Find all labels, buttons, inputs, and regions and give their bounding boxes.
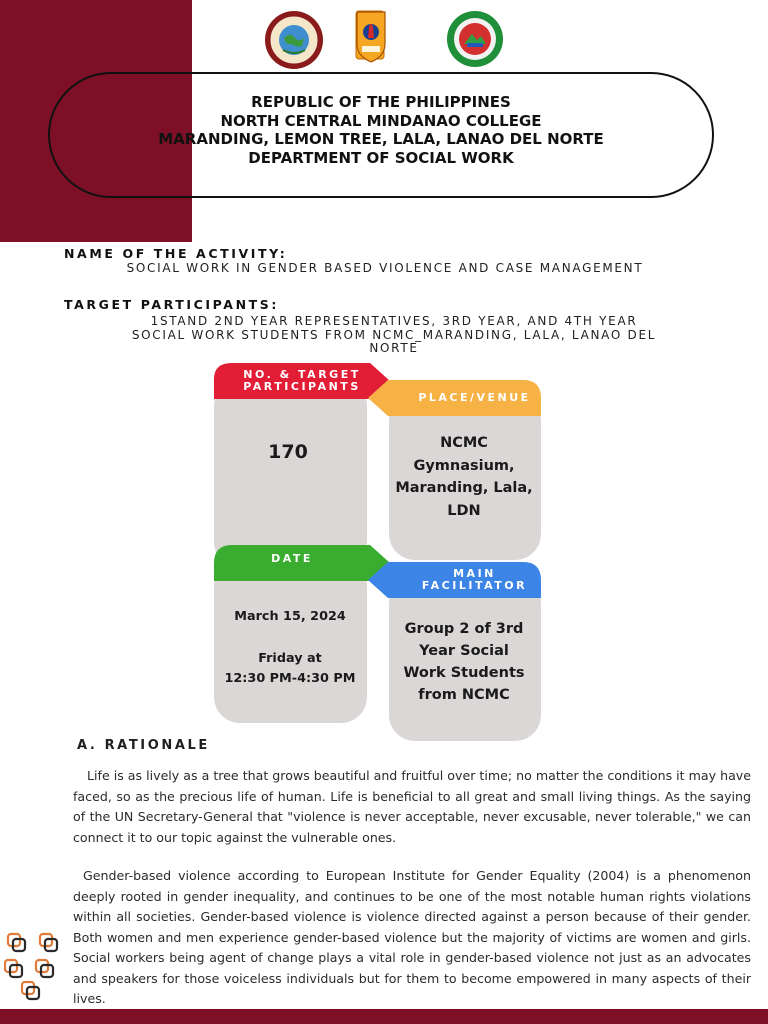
facilitator-tab-line1: MAIN [453, 567, 496, 580]
participants-line2: SOCIAL WORK STUDENTS FROM NCMC_MARANDING, LALA, LANAO DEL [131, 328, 657, 342]
facilitator-line3: Work Students [403, 665, 525, 681]
header-title-block [48, 93, 714, 167]
date-tab [214, 545, 390, 581]
venue-line2: Gymnasium, [413, 457, 515, 474]
date-day: Friday at [258, 651, 322, 666]
header-line-college: NORTH CENTRAL MINDANAO COLLEGE [220, 111, 542, 130]
date-tab-label: DATE [271, 552, 313, 565]
college-crest-wrapper [355, 10, 387, 64]
venue-tab [368, 380, 541, 416]
header-line-address: MARANDING, LEMON TREE, LALA, LANAO DEL NORTE [158, 130, 604, 148]
rationale-paragraph-1: Life is as lively as a tree that grows beautiful and fruitful over time; no matter the conditions it may have faced, so as the precious life of human. Life is beneficial to all great and small living things. As the saying of the UN Secretary-General that "violence is never acceptable, never excusable, never tolerable," we can connect it to our topic against the vulnerable ones. [73, 768, 751, 845]
date-time-block [214, 649, 366, 689]
participants-count-value: 170 [268, 441, 308, 463]
venue-text [389, 432, 539, 522]
venue-line3: Maranding, Lala, [395, 480, 533, 496]
date-time: 12:30 PM-4:30 PM [224, 671, 356, 686]
facilitator-tab-line2: FACILITATOR [421, 579, 528, 592]
bottom-maroon-bar [0, 1009, 768, 1024]
venue-line1: NCMC [440, 435, 488, 451]
count-tab-line1: NO. & TARGET [243, 368, 361, 381]
facilitator-line4: from NCMC [418, 687, 510, 703]
participants-line3: NORTE [369, 341, 419, 355]
count-tab-line2: PARTICIPANTS [243, 380, 361, 393]
facilitator-line2: Year Social [419, 643, 509, 659]
rationale-paragraph-2: Gender-based violence according to European Institute for Gender Equality (2004) is a phenomenon deeply rooted in gender inequality, and continues to be one of the most notable human rights violations within all societies. Gender-based violence is violence directed against a person because of their gender. Both women and men experience gender-based violence but the majority of victims are women and girls. Social workers being agent of change plays a vital role in gender-based violence not just as an advocates and speakers for those voiceless individuals but for them to become empowered in many aspects of their lives. [73, 868, 751, 1006]
activity-value: SOCIAL WORK IN GENDER BASED VIOLENCE AND CASE MANAGEMENT [126, 261, 644, 275]
participants-label: TARGET PARTICIPANTS: [64, 297, 279, 312]
participants-count-card [214, 380, 367, 568]
header-line-republic: REPUBLIC OF THE PHILIPPINES [251, 93, 511, 111]
activity-label: NAME OF THE ACTIVITY: [64, 246, 288, 261]
participants-line1: 1STAND 2ND YEAR REPRESENTATIVES, 3RD YEAR, AND 4TH YEAR [150, 314, 638, 328]
date-value: March 15, 2024 [234, 609, 346, 624]
venue-tab-label: PLACE/VENUE [418, 391, 531, 404]
facilitator-line1: Group 2 of 3rd [404, 621, 524, 637]
date-card [214, 560, 367, 723]
rationale-title: A. RATIONALE [77, 738, 210, 753]
globe-seal-icon [264, 10, 324, 70]
participants-count-tab [214, 363, 390, 399]
facilitator-tab [368, 562, 541, 598]
facilitator-text [389, 618, 539, 706]
chain-links-icon [4, 930, 68, 1002]
header-line-department: DEPARTMENT OF SOCIAL WORK [248, 148, 514, 167]
venue-line4: LDN [447, 502, 481, 519]
lanao-del-norte-seal-icon [446, 10, 506, 70]
